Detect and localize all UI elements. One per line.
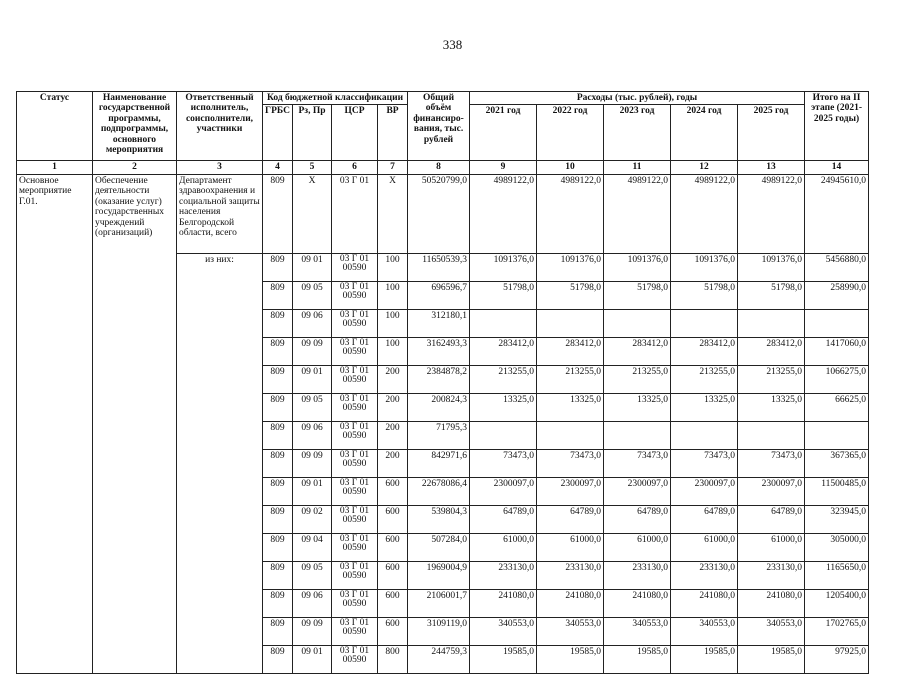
grbs-cell: 809 — [263, 449, 293, 477]
vr-cell: Х — [378, 174, 408, 253]
rzpr-cell: 09 04 — [293, 533, 332, 561]
header-budget-code: Код бюджетной классификации — [263, 92, 408, 105]
y2024-cell: 13325,0 — [671, 393, 738, 421]
csr-suffix: 00590 — [342, 291, 367, 302]
y2025-cell: 19585,0 — [738, 645, 805, 673]
csr-cell — [332, 645, 378, 673]
grbs-cell: 809 — [263, 645, 293, 673]
csr-cell — [332, 533, 378, 561]
y2022-cell: 213255,0 — [537, 365, 604, 393]
y2024-cell: 51798,0 — [671, 281, 738, 309]
y2021-cell: 51798,0 — [470, 281, 537, 309]
stage-total-cell: 1205400,0 — [805, 589, 869, 617]
grbs-cell: 809 — [263, 174, 293, 253]
y2022-cell: 340553,0 — [537, 617, 604, 645]
vr-cell: 600 — [378, 533, 408, 561]
y2021-cell — [470, 421, 537, 449]
grbs-cell: 809 — [263, 561, 293, 589]
y2023-cell — [604, 309, 671, 337]
csr-code: 03 Г 01 — [339, 281, 370, 292]
csr-suffix: 00590 — [342, 627, 367, 638]
header-stage-total: Итого на II этапе (2021-2025 годы) — [805, 92, 869, 161]
header-total: Общий объём финансиро-вания, тыс. рублей — [408, 92, 470, 161]
csr-suffix: 00590 — [342, 655, 367, 666]
rzpr-cell: 09 09 — [293, 617, 332, 645]
y2021-cell: 64789,0 — [470, 505, 537, 533]
grbs-cell: 809 — [263, 589, 293, 617]
csr-suffix: 00590 — [342, 431, 367, 442]
total-cell: 71795,3 — [408, 421, 470, 449]
y2024-cell: 64789,0 — [671, 505, 738, 533]
y2021-cell: 340553,0 — [470, 617, 537, 645]
rzpr-cell: 09 06 — [293, 421, 332, 449]
table-row-main — [17, 174, 869, 253]
y2021-cell: 73473,0 — [470, 449, 537, 477]
header-2023: 2023 год — [604, 105, 671, 161]
y2025-cell: 241080,0 — [738, 589, 805, 617]
rzpr-cell: 09 09 — [293, 449, 332, 477]
status-cell: Основное мероприятие Г.01. — [17, 174, 93, 673]
column-number: 3 — [177, 161, 263, 174]
total-cell: 3109119,0 — [408, 617, 470, 645]
name-cell: Обеспечение деятельности (оказание услуг) государственных учреждений (организаций) — [93, 174, 177, 673]
column-number: 4 — [263, 161, 293, 174]
y2024-cell — [671, 309, 738, 337]
y2023-cell: 4989122,0 — [604, 174, 671, 253]
csr-suffix: 00590 — [342, 263, 367, 274]
stage-total-cell: 24945610,0 — [805, 174, 869, 253]
y2024-cell: 4989122,0 — [671, 174, 738, 253]
csr-suffix: 00590 — [342, 571, 367, 582]
y2023-cell: 64789,0 — [604, 505, 671, 533]
y2022-cell: 61000,0 — [537, 533, 604, 561]
of-which-label: из них: — [177, 253, 263, 673]
header-name: Наименование государственной программы, подпрограммы, основного мероприятия — [93, 92, 177, 161]
column-number: 1 — [17, 161, 93, 174]
y2022-cell: 241080,0 — [537, 589, 604, 617]
rzpr-cell: 09 05 — [293, 281, 332, 309]
y2022-cell: 19585,0 — [537, 645, 604, 673]
y2025-cell: 213255,0 — [738, 365, 805, 393]
header-expenses: Расходы (тыс. рублей), годы — [470, 92, 805, 105]
y2025-cell: 283412,0 — [738, 337, 805, 365]
csr-code: 03 Г 01 — [339, 365, 370, 376]
total-cell: 696596,7 — [408, 281, 470, 309]
y2025-cell: 340553,0 — [738, 617, 805, 645]
total-cell: 2384878,2 — [408, 365, 470, 393]
y2023-cell: 51798,0 — [604, 281, 671, 309]
vr-cell: 100 — [378, 337, 408, 365]
stage-total-cell: 323945,0 — [805, 505, 869, 533]
budget-table — [16, 91, 869, 674]
vr-cell: 600 — [378, 477, 408, 505]
y2021-cell: 4989122,0 — [470, 174, 537, 253]
grbs-cell: 809 — [263, 309, 293, 337]
y2021-cell: 2300097,0 — [470, 477, 537, 505]
vr-cell: 800 — [378, 645, 408, 673]
column-number: 13 — [738, 161, 805, 174]
csr-code: 03 Г 01 — [339, 645, 370, 656]
total-cell: 1969004,9 — [408, 561, 470, 589]
y2022-cell: 4989122,0 — [537, 174, 604, 253]
vr-cell: 600 — [378, 505, 408, 533]
grbs-cell: 809 — [263, 281, 293, 309]
y2023-cell: 73473,0 — [604, 449, 671, 477]
csr-cell — [332, 393, 378, 421]
stage-total-cell: 11500485,0 — [805, 477, 869, 505]
y2023-cell: 213255,0 — [604, 365, 671, 393]
header-2025: 2025 год — [738, 105, 805, 161]
stage-total-cell: 1417060,0 — [805, 337, 869, 365]
csr-suffix: 00590 — [342, 459, 367, 470]
csr-suffix: 00590 — [342, 319, 367, 330]
vr-cell: 200 — [378, 393, 408, 421]
y2024-cell: 19585,0 — [671, 645, 738, 673]
csr-cell — [332, 421, 378, 449]
header-responsible: Ответственный исполнитель, соисполнители, участники — [177, 92, 263, 161]
y2025-cell: 1091376,0 — [738, 253, 805, 281]
rzpr-cell: 09 01 — [293, 253, 332, 281]
y2021-cell: 13325,0 — [470, 393, 537, 421]
header-rzpr: Рз, Пр — [293, 105, 332, 161]
y2022-cell: 1091376,0 — [537, 253, 604, 281]
column-number: 2 — [93, 161, 177, 174]
csr-code: 03 Г 01 — [339, 533, 370, 544]
y2022-cell: 233130,0 — [537, 561, 604, 589]
y2025-cell — [738, 421, 805, 449]
vr-cell: 100 — [378, 281, 408, 309]
csr-cell — [332, 589, 378, 617]
grbs-cell: 809 — [263, 365, 293, 393]
csr-cell — [332, 617, 378, 645]
grbs-cell: 809 — [263, 505, 293, 533]
stage-total-cell: 367365,0 — [805, 449, 869, 477]
csr-code: 03 Г 01 — [339, 337, 370, 348]
y2025-cell: 4989122,0 — [738, 174, 805, 253]
y2025-cell: 51798,0 — [738, 281, 805, 309]
header-csr: ЦСР — [332, 105, 378, 161]
y2025-cell: 233130,0 — [738, 561, 805, 589]
y2023-cell: 233130,0 — [604, 561, 671, 589]
y2021-cell: 233130,0 — [470, 561, 537, 589]
y2023-cell: 340553,0 — [604, 617, 671, 645]
y2021-cell: 241080,0 — [470, 589, 537, 617]
y2025-cell: 2300097,0 — [738, 477, 805, 505]
total-cell: 539804,3 — [408, 505, 470, 533]
rzpr-cell: 09 01 — [293, 645, 332, 673]
stage-total-cell: 5456880,0 — [805, 253, 869, 281]
rzpr-cell: 09 05 — [293, 561, 332, 589]
grbs-cell: 809 — [263, 477, 293, 505]
header-grbs: ГРБС — [263, 105, 293, 161]
column-number: 6 — [332, 161, 378, 174]
total-cell: 312180,1 — [408, 309, 470, 337]
vr-cell: 600 — [378, 561, 408, 589]
header-status: Статус — [17, 92, 93, 161]
rzpr-cell: 09 02 — [293, 505, 332, 533]
csr-cell — [332, 449, 378, 477]
stage-total-cell: 258990,0 — [805, 281, 869, 309]
rzpr-cell: 09 01 — [293, 477, 332, 505]
csr-suffix: 00590 — [342, 515, 367, 526]
stage-total-cell: 1066275,0 — [805, 365, 869, 393]
grbs-cell: 809 — [263, 421, 293, 449]
stage-total-cell: 97925,0 — [805, 645, 869, 673]
total-cell: 244759,3 — [408, 645, 470, 673]
csr-cell — [332, 561, 378, 589]
y2021-cell: 61000,0 — [470, 533, 537, 561]
header-row-1 — [17, 92, 869, 105]
header-2022: 2022 год — [537, 105, 604, 161]
vr-cell: 100 — [378, 309, 408, 337]
column-number: 9 — [470, 161, 537, 174]
y2022-cell: 2300097,0 — [537, 477, 604, 505]
y2022-cell: 73473,0 — [537, 449, 604, 477]
y2022-cell: 13325,0 — [537, 393, 604, 421]
y2024-cell: 61000,0 — [671, 533, 738, 561]
csr-cell — [332, 365, 378, 393]
column-number: 14 — [805, 161, 869, 174]
column-number: 11 — [604, 161, 671, 174]
vr-cell: 200 — [378, 421, 408, 449]
csr-suffix: 00590 — [342, 599, 367, 610]
rzpr-cell: 09 05 — [293, 393, 332, 421]
column-number: 7 — [378, 161, 408, 174]
csr-code: 03 Г 01 — [339, 421, 370, 432]
csr-suffix: 00590 — [342, 487, 367, 498]
y2025-cell — [738, 309, 805, 337]
y2023-cell: 241080,0 — [604, 589, 671, 617]
csr-cell — [332, 337, 378, 365]
rzpr-cell: 09 01 — [293, 365, 332, 393]
vr-cell: 600 — [378, 617, 408, 645]
csr-code: 03 Г 01 — [339, 589, 370, 600]
total-cell: 842971,6 — [408, 449, 470, 477]
y2024-cell — [671, 421, 738, 449]
total-cell: 22678086,4 — [408, 477, 470, 505]
page-number: 338 — [442, 37, 463, 52]
y2023-cell — [604, 421, 671, 449]
stage-total-cell: 66625,0 — [805, 393, 869, 421]
y2022-cell — [537, 309, 604, 337]
csr-cell — [332, 281, 378, 309]
stage-total-cell — [805, 309, 869, 337]
y2025-cell: 64789,0 — [738, 505, 805, 533]
column-number: 5 — [293, 161, 332, 174]
y2021-cell: 213255,0 — [470, 365, 537, 393]
header-2021: 2021 год — [470, 105, 537, 161]
csr-code: 03 Г 01 — [339, 505, 370, 516]
y2024-cell: 283412,0 — [671, 337, 738, 365]
csr-code: 03 Г 01 — [339, 449, 370, 460]
column-number: 8 — [408, 161, 470, 174]
csr-code: 03 Г 01 — [339, 477, 370, 488]
csr-suffix: 00590 — [342, 347, 367, 358]
grbs-cell: 809 — [263, 533, 293, 561]
y2022-cell — [537, 421, 604, 449]
y2025-cell: 73473,0 — [738, 449, 805, 477]
stage-total-cell — [805, 421, 869, 449]
y2024-cell: 73473,0 — [671, 449, 738, 477]
grbs-cell: 809 — [263, 393, 293, 421]
csr-cell — [332, 309, 378, 337]
y2023-cell: 61000,0 — [604, 533, 671, 561]
csr-suffix: 00590 — [342, 403, 367, 414]
csr-cell — [332, 253, 378, 281]
csr-code: 03 Г 01 — [339, 617, 370, 628]
rzpr-cell: 09 09 — [293, 337, 332, 365]
y2024-cell: 213255,0 — [671, 365, 738, 393]
grbs-cell: 809 — [263, 337, 293, 365]
y2023-cell: 1091376,0 — [604, 253, 671, 281]
y2023-cell: 2300097,0 — [604, 477, 671, 505]
y2024-cell: 241080,0 — [671, 589, 738, 617]
column-number: 10 — [537, 161, 604, 174]
y2023-cell: 283412,0 — [604, 337, 671, 365]
y2022-cell: 283412,0 — [537, 337, 604, 365]
y2021-cell: 19585,0 — [470, 645, 537, 673]
csr-code: 03 Г 01 — [339, 561, 370, 572]
y2024-cell: 2300097,0 — [671, 477, 738, 505]
grbs-cell: 809 — [263, 253, 293, 281]
y2025-cell: 13325,0 — [738, 393, 805, 421]
y2021-cell: 283412,0 — [470, 337, 537, 365]
header-2024: 2024 год — [671, 105, 738, 161]
csr-cell: 03 Г 01 — [332, 174, 378, 253]
y2024-cell: 233130,0 — [671, 561, 738, 589]
y2021-cell — [470, 309, 537, 337]
csr-cell — [332, 505, 378, 533]
rzpr-cell: 09 06 — [293, 589, 332, 617]
y2023-cell: 13325,0 — [604, 393, 671, 421]
y2022-cell: 64789,0 — [537, 505, 604, 533]
y2025-cell: 61000,0 — [738, 533, 805, 561]
total-cell: 3162493,3 — [408, 337, 470, 365]
vr-cell: 200 — [378, 449, 408, 477]
csr-code: 03 Г 01 — [339, 393, 370, 404]
stage-total-cell: 305000,0 — [805, 533, 869, 561]
rzpr-cell: 09 06 — [293, 309, 332, 337]
csr-code: 03 Г 01 — [339, 309, 370, 320]
vr-cell: 200 — [378, 365, 408, 393]
csr-cell — [332, 477, 378, 505]
total-cell: 11650539,3 — [408, 253, 470, 281]
rzpr-cell: Х — [293, 174, 332, 253]
y2021-cell: 1091376,0 — [470, 253, 537, 281]
y2024-cell: 1091376,0 — [671, 253, 738, 281]
y2023-cell: 19585,0 — [604, 645, 671, 673]
column-number-row — [17, 161, 869, 174]
csr-suffix: 00590 — [342, 543, 367, 554]
column-number: 12 — [671, 161, 738, 174]
grbs-cell: 809 — [263, 617, 293, 645]
vr-cell: 600 — [378, 589, 408, 617]
header-vr: ВР — [378, 105, 408, 161]
total-cell: 2106001,7 — [408, 589, 470, 617]
responsible-cell: Департамент здравоохранения и социальной защиты населения Белгородской области, всего — [177, 174, 263, 253]
total-cell: 50520799,0 — [408, 174, 470, 253]
csr-code: 03 Г 01 — [339, 253, 370, 264]
y2024-cell: 340553,0 — [671, 617, 738, 645]
vr-cell: 100 — [378, 253, 408, 281]
csr-suffix: 00590 — [342, 375, 367, 386]
total-cell: 507284,0 — [408, 533, 470, 561]
total-cell: 200824,3 — [408, 393, 470, 421]
y2022-cell: 51798,0 — [537, 281, 604, 309]
stage-total-cell: 1702765,0 — [805, 617, 869, 645]
stage-total-cell: 1165650,0 — [805, 561, 869, 589]
